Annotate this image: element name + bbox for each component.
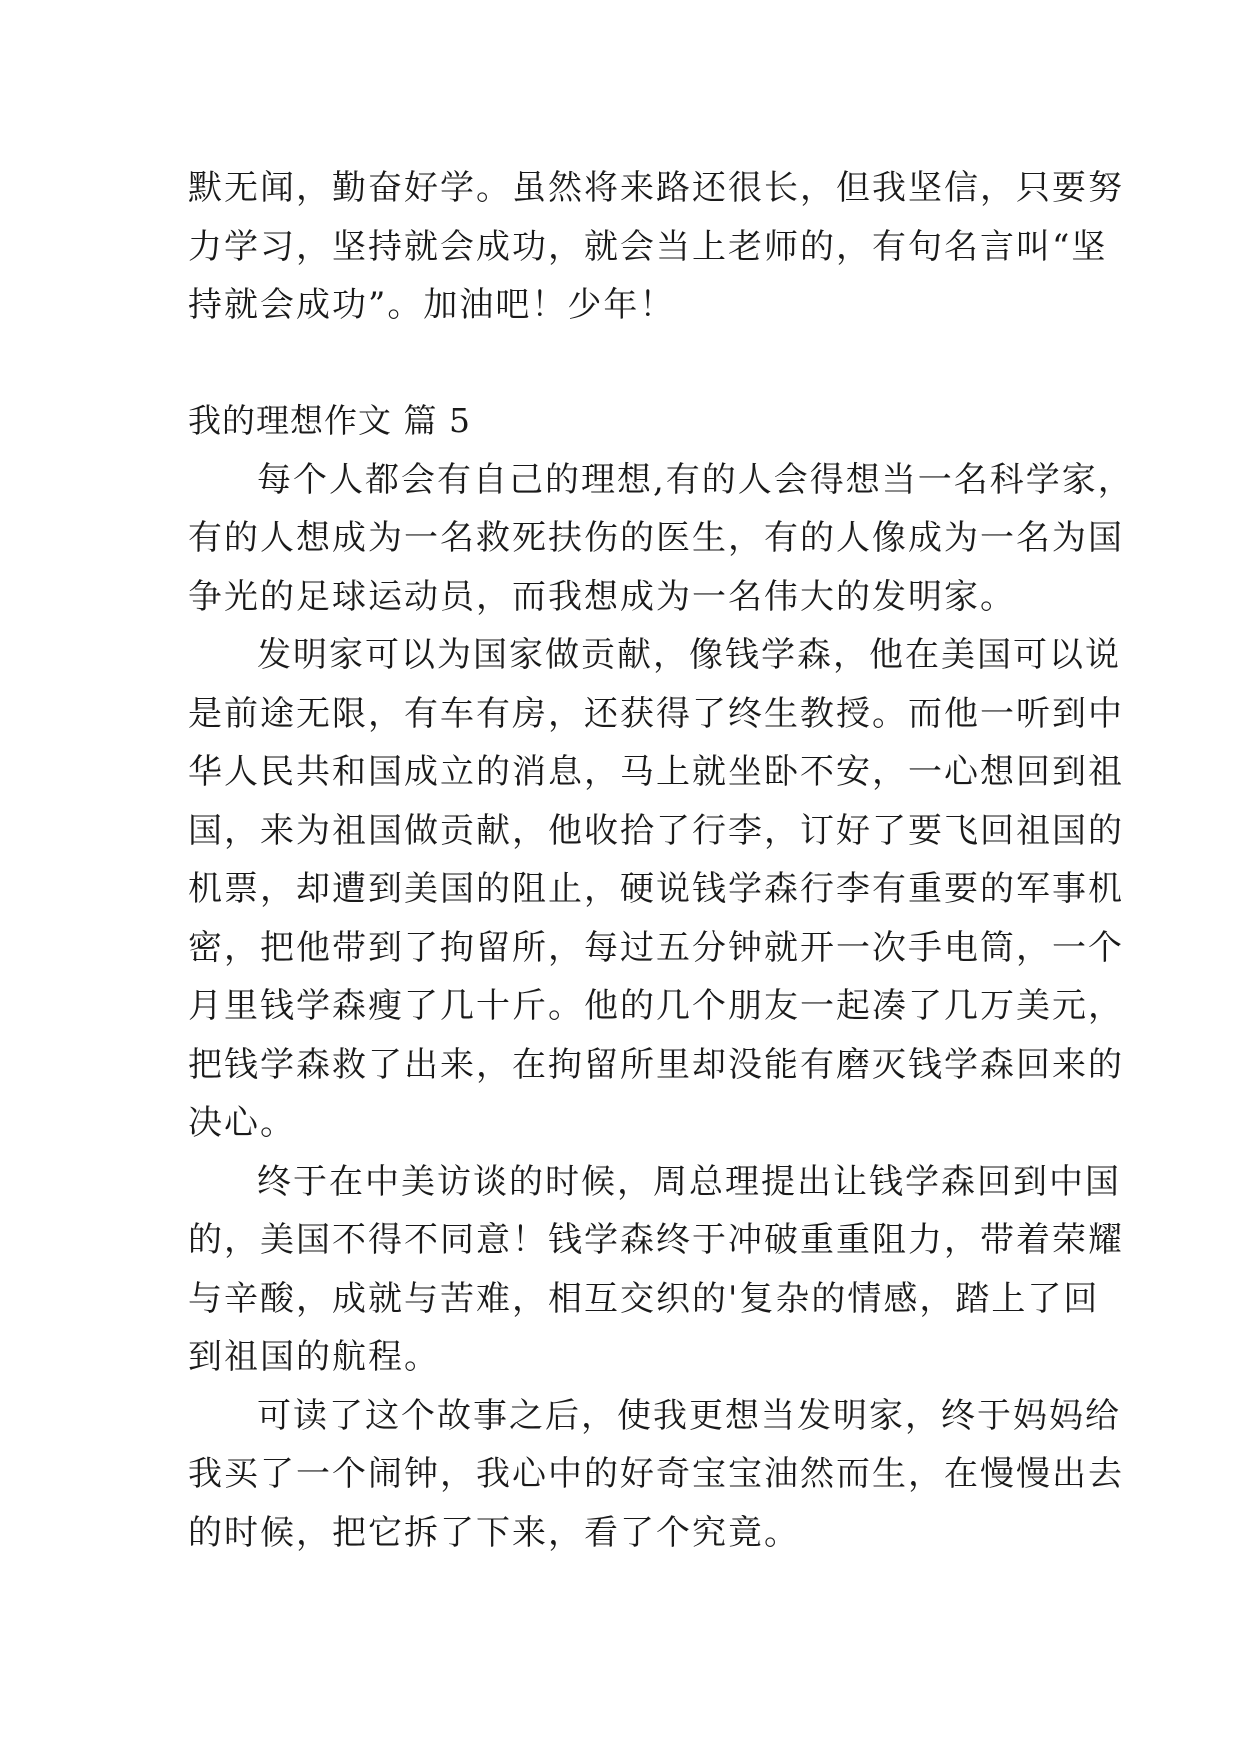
text-line: 是前途无限，有车有房，还获得了终生教授。而他一听到中 [188,693,1124,734]
paragraph [188,1153,1124,1387]
text-line: 的，美国不得不同意！钱学森终于冲破重重阻力，带着荣耀 [188,1220,1124,1260]
text-line: 华人民共和国成立的消息，马上就坐卧不安，一心想回到祖 [188,752,1124,792]
text-line: 争光的足球运动员，而我想成为一名伟大的发明家。 [188,576,1016,617]
section-title: 我的理想作文 篇 5 [188,401,471,440]
paragraph [188,1387,1124,1563]
paragraph [188,451,1134,627]
text-line: 有的人想成为一名救死扶伤的医生，有的人像成为一名为国 [188,518,1124,558]
paragraph [188,626,1124,1153]
text-line: 力学习，坚持就会成功，就会当上老师的，有句名言叫“坚 [188,226,1108,267]
text-line: 我买了一个闹钟，我心中的好奇宝宝油然而生，在慢慢出去 [188,1454,1124,1494]
text-line: 月里钱学森瘦了几十斤。他的几个朋友一起凑了几万美元， [188,986,1124,1026]
text-line: 密，把他带到了拘留所，每过五分钟就开一次手电筒，一个 [188,927,1124,968]
text-line: 每个人都会有自己的理想,有的人会得想当一名科学家， [257,459,1134,500]
text-line: 到祖国的航程。 [188,1337,440,1377]
text-line: 可读了这个故事之后，使我更想当发明家，终于妈妈给 [257,1395,1121,1436]
text-line: 的时候，把它拆了下来，看了个究竟。 [188,1512,800,1553]
essay-section [188,392,1134,1562]
text-line: 把钱学森救了出来，在拘留所里却没能有磨灭钱学森回来的 [188,1044,1124,1085]
text-line: 终于在中美访谈的时候，周总理提出让钱学森回到中国 [257,1161,1121,1202]
continued-paragraph [188,159,1124,335]
text-line: 国，来为祖国做贡献，他收拾了行李，订好了要飞回祖国的 [188,810,1124,851]
text-line: 决心。 [188,1103,296,1143]
text-line: 机票，却遭到美国的阻止，硬说钱学森行李有重要的军事机 [188,869,1124,909]
text-line: 发明家可以为国家做贡献，像钱学森，他在美国可以说 [257,635,1121,675]
text-line: 默无闻，勤奋好学。虽然将来路还很长，但我坚信，只要努 [188,168,1124,208]
text-line: 与辛酸，成就与苦难，相互交织的'复杂的情感，踏上了回 [188,1278,1100,1319]
text-line: 持就会成功”。加油吧！少年！ [188,285,676,325]
